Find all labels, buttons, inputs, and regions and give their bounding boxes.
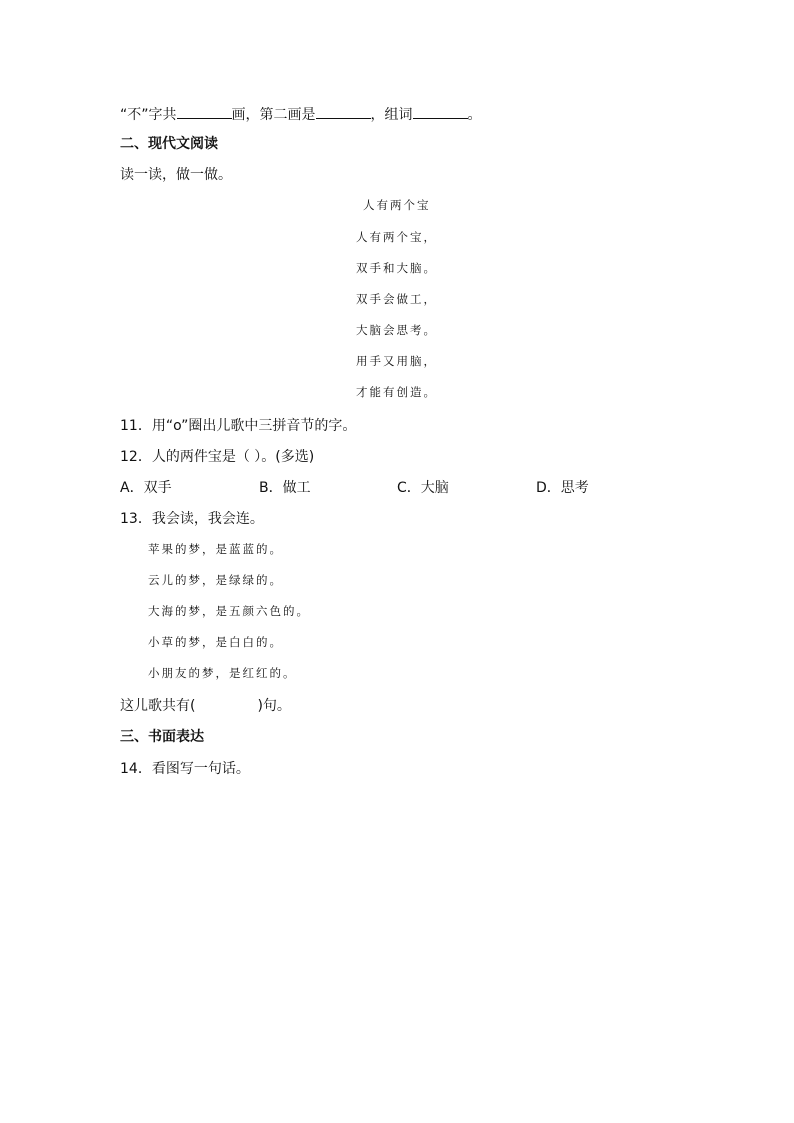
song-line: 大海的梦，是五颜六色的。 [148, 604, 310, 618]
question-bu-text-2: 画，第二画是 [231, 107, 316, 123]
question-14: 14．看图写一句话。 [120, 761, 250, 777]
question-bu-text-4: 。 [467, 107, 482, 123]
song-line: 小草的梦，是白白的。 [148, 635, 283, 649]
poem-line: 人有两个宝， [356, 230, 437, 244]
count-text-after: )句。 [257, 698, 291, 714]
song-line: 云儿的梦，是绿绿的。 [148, 573, 283, 587]
option-c[interactable]: C．大脑 [397, 480, 449, 496]
sentence-count-question [120, 697, 291, 715]
question-12: 12．人的两件宝是（ ）。(多选) [120, 449, 315, 465]
poem-line: 双手会做工， [356, 292, 437, 306]
section-title-reading: 二、现代文阅读 [120, 136, 218, 152]
blank-second-stroke[interactable] [316, 104, 371, 119]
count-text-before: 这儿歌共有( [120, 698, 196, 714]
question-bu-text-3: ，组词 [370, 107, 413, 123]
song-line: 苹果的梦，是蓝蓝的。 [148, 542, 283, 556]
blank-stroke-count[interactable] [177, 104, 232, 119]
option-a[interactable]: A．双手 [120, 480, 172, 496]
song-line: 小朋友的梦，是红红的。 [148, 666, 297, 680]
poem-line: 大脑会思考。 [356, 323, 437, 337]
section-title-writing: 三、书面表达 [120, 729, 204, 745]
question-13: 13．我会读，我会连。 [120, 511, 264, 527]
blank-word[interactable] [413, 104, 468, 119]
poem-line: 双手和大脑。 [356, 261, 437, 275]
question-bu-text-1: “不”字共 [120, 107, 177, 123]
option-d[interactable]: D．思考 [536, 480, 589, 496]
reading-instruction: 读一读，做一做。 [120, 167, 232, 183]
poem-line: 用手又用脑， [356, 354, 437, 368]
option-b[interactable]: B．做工 [259, 480, 311, 496]
poem-line: 才能有创造。 [356, 385, 437, 399]
poem-title: 人有两个宝 [363, 198, 431, 212]
question-bu-strokes [120, 104, 482, 124]
question-11: 11．用“o”圈出儿歌中三拼音节的字。 [120, 418, 357, 434]
